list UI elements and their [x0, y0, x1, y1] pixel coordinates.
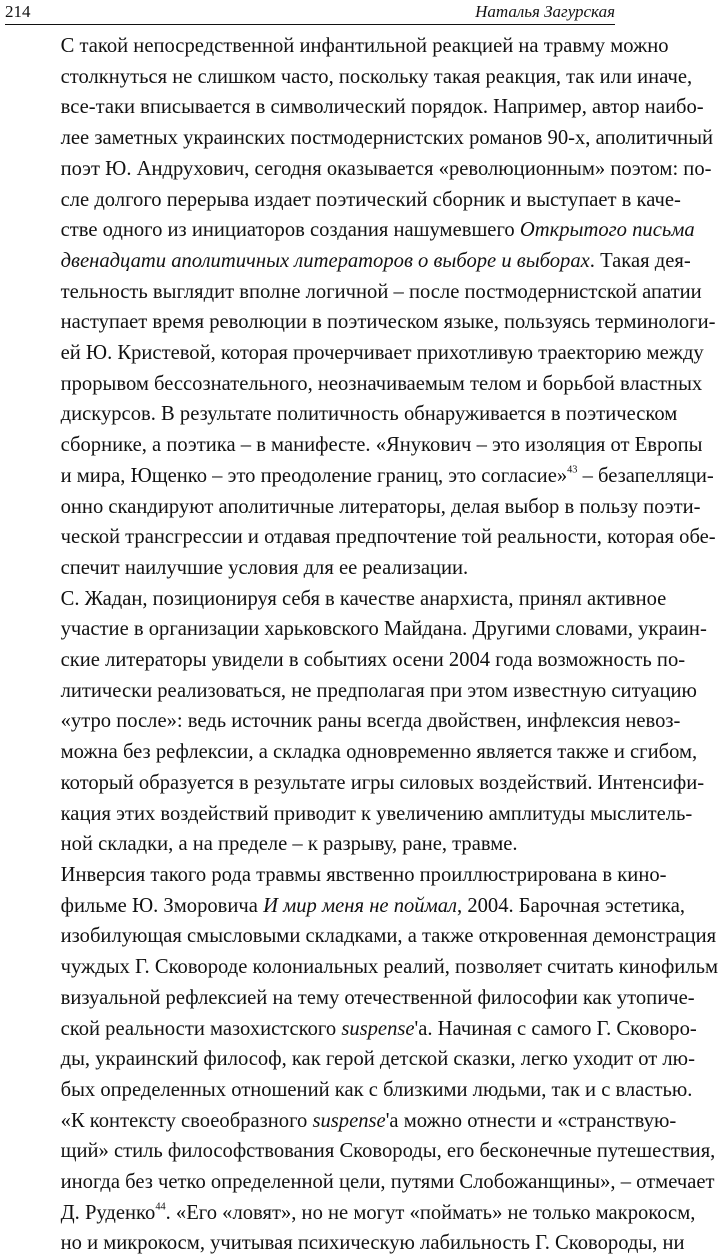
- text-line: поэт Ю. Андрухович, сегодня оказывается «революционным» поэтом: по-: [60, 157, 712, 180]
- text-line: литически реализоваться, не предполагая при этом известную ситуацию: [60, 679, 697, 702]
- paragraph: [5, 860, 718, 1259]
- text-line: сборнике, а поэтика – в манифесте. «Янукович – это изоляция от Европы: [60, 434, 703, 457]
- text-line: наступает время революции в поэтическом языке, пользуясь терминологи-: [60, 311, 716, 334]
- text-line: ческой трансгрессии и отдавая предпочтение той реальности, которая обе-: [60, 526, 716, 549]
- text-line: онно скандируют аполитичные литераторы, делая выбор в пользу поэти-: [60, 495, 701, 518]
- page-number: 214: [5, 2, 31, 21]
- text-line: С такой непосредственной инфантильной реакцией на травму можно: [60, 35, 669, 57]
- text-line: ей Ю. Кристевой, которая прочерчивает прихотливую траекторию между: [60, 342, 704, 365]
- text-line: стве одного из инициаторов создания нашумевшего Открытого письма: [60, 219, 695, 242]
- text-line: чуждых Г. Сковороде колониальных реалий, позволяет считать кинофильм: [60, 956, 718, 979]
- text-line: Инверсия такого рода травмы явственно проиллюстрирована в кино-: [60, 863, 667, 886]
- text-line: иногда без четко определенной цели, путями Слобожанщины», – отмечает: [60, 1171, 715, 1194]
- text-line: ские литераторы увидели в событиях осени 2004 года возможность по-: [60, 649, 686, 672]
- text-line: прорывом бессознательного, неозначиваемым телом и борьбой властных: [60, 372, 703, 395]
- text-line: ской реальности мазохистского suspense'а. Начиная с самого Г. Сковоро-: [60, 1017, 697, 1040]
- text-line: «К контексту своеобразного suspense'а можно отнести и «странствую-: [60, 1109, 677, 1132]
- text-line: который образуется в результате игры силовых воздействий. Интенсифи-: [60, 771, 705, 794]
- text-line: кация этих воздействий приводит к увеличению амплитуды мыслитель-: [60, 802, 693, 825]
- text-line: С. Жадан, позиционируя себя в качестве анархиста, принял активное: [60, 587, 667, 610]
- text-line: можна без рефлексии, а складка одновременно является также и сгибом,: [60, 741, 698, 764]
- text-line: двенадцати аполитичных литераторов о выборе и выборах. Такая дея-: [60, 249, 691, 272]
- text-line: фильме Ю. Зморовича И мир меня не поймал, 2004. Барочная эстетика,: [60, 894, 686, 917]
- text-line: лее заметных украинских постмодернистских романов 90-х, аполитичный: [60, 127, 714, 150]
- text-line: «утро после»: ведь источник раны всегда двойствен, инфлексия невоз-: [60, 710, 681, 733]
- text-line: столкнуться не слишком часто, поскольку такая реакция, так или иначе,: [60, 65, 693, 88]
- text-line: и мира, Ющенко – это преодоление границ, это согласие»$^{43}$ – безапелляци-: [60, 464, 714, 487]
- text-line: Д. Руденко$^{44}$. «Его «ловят», но не могут «поймать» не только макрокосм,: [60, 1201, 696, 1224]
- text-line: визуальной рефлексией на тему отечественной философии как утопиче-: [60, 986, 695, 1009]
- text-line: сле долгого перерыва издает поэтический сборник и выступает в каче-: [60, 188, 681, 211]
- paragraph: [5, 31, 716, 584]
- text-line: участие в организации харьковского Майдана. Другими словами, украин-: [60, 618, 707, 641]
- running-title: Наталья Загурская: [475, 2, 615, 21]
- text-line: спечит наилучшие условия для ее реализации.: [60, 556, 469, 579]
- text-line: ной складки, а на пределе – к разрыву, ране, травме.: [60, 833, 518, 856]
- body-text: [5, 31, 718, 1259]
- text-line: все-таки вписывается в символический порядок. Например, автор наибо-: [60, 96, 704, 119]
- page-header: [5, 0, 615, 22]
- text-line: ды, украинский философ, как герой детской сказки, легко уходит от лю-: [60, 1048, 695, 1071]
- text-line: но и микрокосм, учитывая психическую лабильность Г. Сковороды, ни: [60, 1232, 685, 1255]
- text-line: бых определенных отношений как с близкими людьми, так и с властью.: [60, 1078, 693, 1101]
- paragraph: [5, 584, 707, 860]
- header-rule: [5, 24, 615, 25]
- text-line: дискурсов. В результате политичность обнаруживается в поэтическом: [60, 403, 678, 426]
- text-line: тельность выглядит вполне логичной – после постмодернистской апатии: [60, 280, 702, 303]
- text-line: изобилующая смысловыми складками, а также откровенная демонстрация: [60, 925, 717, 948]
- text-line: щий» стиль философствования Сковороды, его бесконечные путешествия,: [60, 1140, 716, 1163]
